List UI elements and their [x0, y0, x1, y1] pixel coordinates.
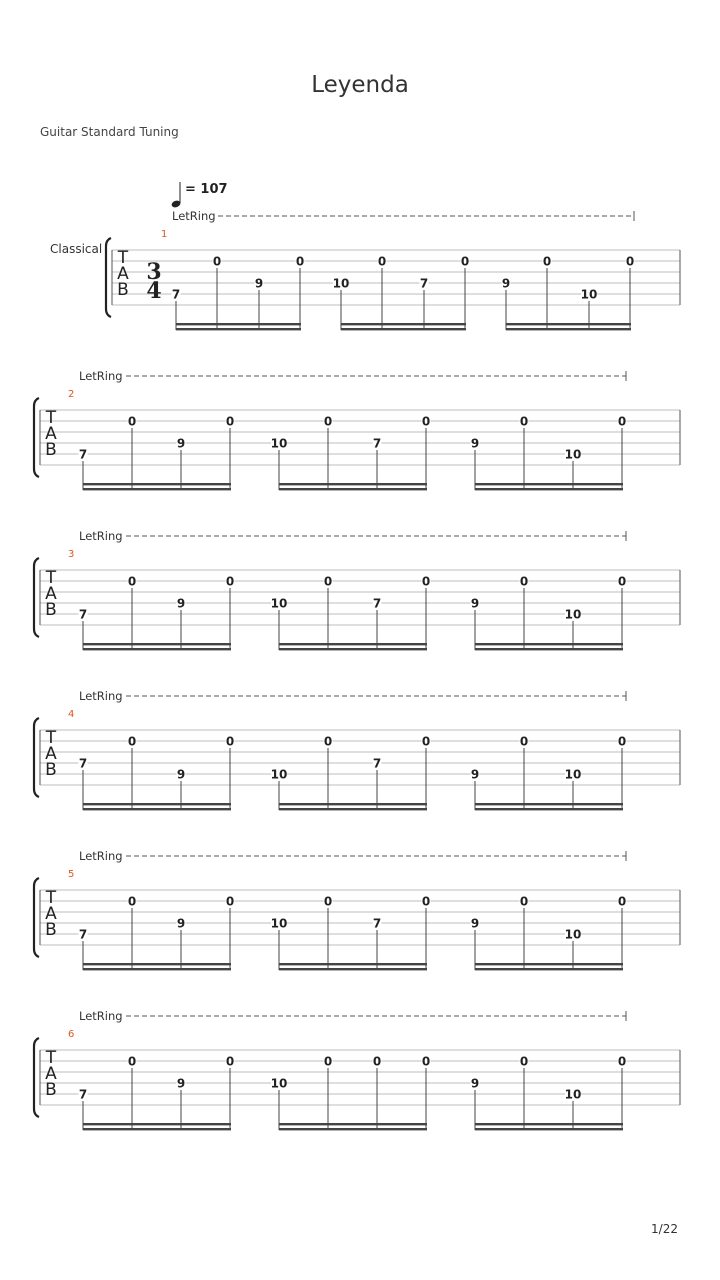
fret-number: 7	[78, 1087, 88, 1102]
fret-number: 0	[519, 574, 529, 589]
system-bracket	[34, 558, 39, 637]
beam	[83, 968, 231, 970]
fret-number: 9	[254, 276, 264, 291]
fret-number: 0	[519, 734, 529, 749]
tab-clef-letter: T	[45, 568, 57, 588]
beam	[83, 643, 231, 645]
beam	[83, 803, 231, 805]
tab-clef-letter: A	[45, 584, 57, 604]
tab-clef-letter: T	[45, 888, 57, 908]
beam	[83, 808, 231, 810]
beam	[279, 968, 427, 970]
fret-number: 9	[470, 596, 480, 611]
tab-clef-letter: T	[45, 408, 57, 428]
fret-number: 0	[519, 1054, 529, 1069]
fret-number: 0	[617, 574, 627, 589]
fret-number: 9	[176, 1076, 186, 1091]
system-bracket	[34, 1038, 39, 1117]
tab-clef-letter: A	[45, 904, 57, 924]
system-bracket	[106, 238, 111, 317]
fret-number: 0	[295, 254, 305, 269]
fret-number: 9	[470, 916, 480, 931]
beam	[279, 963, 427, 965]
beam	[176, 328, 301, 330]
system-bracket	[34, 398, 39, 477]
tab-clef-letter: T	[45, 1048, 57, 1068]
tab-clef-letter: A	[45, 1064, 57, 1084]
fret-number: 7	[78, 447, 88, 462]
fret-number: 0	[225, 414, 235, 429]
fret-number: 0	[212, 254, 222, 269]
beam	[475, 483, 623, 485]
fret-number: 0	[127, 734, 137, 749]
fret-number: 7	[78, 927, 88, 942]
measure-number: 4	[68, 709, 75, 720]
fret-number: 10	[580, 287, 598, 302]
fret-number: 0	[377, 254, 387, 269]
fret-number: 0	[421, 894, 431, 909]
beam	[83, 1123, 231, 1125]
tab-clef-letter: B	[45, 600, 57, 620]
let-ring-label: LetRing	[172, 209, 216, 223]
beam	[475, 803, 623, 805]
measure-number: 2	[68, 389, 75, 400]
beam	[83, 963, 231, 965]
tab-clef-letter: T	[45, 728, 57, 748]
time-signature-top: 3	[146, 259, 162, 285]
let-ring-label: LetRing	[79, 689, 123, 703]
tab-clef-letter: T	[117, 248, 129, 268]
beam	[475, 808, 623, 810]
fret-number: 10	[270, 767, 288, 782]
fret-number: 0	[421, 574, 431, 589]
measure-number: 1	[161, 229, 168, 240]
tab-clef-letter: B	[45, 440, 57, 460]
fret-number: 10	[270, 1076, 288, 1091]
fret-number: 0	[542, 254, 552, 269]
fret-number: 10	[332, 276, 350, 291]
time-signature-bottom: 4	[146, 278, 162, 304]
fret-number: 0	[421, 734, 431, 749]
beam	[475, 963, 623, 965]
fret-number: 0	[225, 574, 235, 589]
measure-number: 3	[68, 549, 75, 560]
beam	[475, 968, 623, 970]
beam	[279, 483, 427, 485]
fret-number: 0	[372, 1054, 382, 1069]
fret-number: 0	[323, 574, 333, 589]
fret-number: 7	[372, 596, 382, 611]
beam	[279, 1128, 427, 1130]
fret-number: 9	[470, 436, 480, 451]
fret-number: 9	[176, 596, 186, 611]
fret-number: 0	[323, 1054, 333, 1069]
beam	[475, 488, 623, 490]
let-ring-label: LetRing	[79, 1009, 123, 1023]
fret-number: 10	[564, 927, 582, 942]
fret-number: 0	[421, 1054, 431, 1069]
beam	[176, 323, 301, 325]
fret-number: 7	[372, 436, 382, 451]
fret-number: 10	[270, 916, 288, 931]
fret-number: 7	[78, 607, 88, 622]
fret-number: 0	[519, 894, 529, 909]
tempo-marking: = 107	[185, 182, 228, 197]
beam	[475, 1128, 623, 1130]
beam	[279, 488, 427, 490]
score-title: Leyenda	[311, 72, 409, 98]
fret-number: 10	[270, 596, 288, 611]
fret-number: 0	[617, 1054, 627, 1069]
fret-number: 7	[171, 287, 181, 302]
beam	[279, 648, 427, 650]
tab-clef-letter: B	[45, 920, 57, 940]
measure-number: 6	[68, 1029, 75, 1040]
fret-number: 9	[176, 916, 186, 931]
beam	[341, 328, 466, 330]
fret-number: 0	[127, 1054, 137, 1069]
fret-number: 0	[625, 254, 635, 269]
beam	[475, 1123, 623, 1125]
tab-clef-letter: A	[117, 264, 129, 284]
fret-number: 0	[127, 574, 137, 589]
tab-clef-letter: B	[45, 760, 57, 780]
fret-number: 0	[127, 414, 137, 429]
fret-number: 7	[372, 756, 382, 771]
instrument-name: Classical	[50, 242, 103, 256]
fret-number: 10	[564, 767, 582, 782]
beam	[506, 323, 631, 325]
beam	[341, 323, 466, 325]
fret-number: 0	[617, 414, 627, 429]
beam	[279, 803, 427, 805]
fret-number: 9	[501, 276, 511, 291]
tab-clef-letter: A	[45, 744, 57, 764]
tab-clef-letter: B	[45, 1080, 57, 1100]
fret-number: 7	[372, 916, 382, 931]
beam	[279, 643, 427, 645]
system-bracket	[34, 878, 39, 957]
let-ring-label: LetRing	[79, 849, 123, 863]
tab-clef-letter: A	[45, 424, 57, 444]
fret-number: 0	[323, 734, 333, 749]
fret-number: 10	[564, 447, 582, 462]
fret-number: 0	[460, 254, 470, 269]
fret-number: 7	[78, 756, 88, 771]
fret-number: 10	[564, 607, 582, 622]
fret-number: 9	[176, 436, 186, 451]
tab-clef-letter: B	[117, 280, 129, 300]
system-bracket	[34, 718, 39, 797]
fret-number: 0	[323, 894, 333, 909]
fret-number: 0	[617, 894, 627, 909]
let-ring-label: LetRing	[79, 369, 123, 383]
fret-number: 0	[225, 1054, 235, 1069]
fret-number: 0	[421, 414, 431, 429]
page-number: 1/22	[651, 1222, 678, 1236]
measure-number: 5	[68, 869, 75, 880]
beam	[475, 643, 623, 645]
beam	[506, 328, 631, 330]
beam	[279, 808, 427, 810]
fret-number: 7	[419, 276, 429, 291]
beam	[83, 648, 231, 650]
fret-number: 9	[470, 767, 480, 782]
fret-number: 0	[617, 734, 627, 749]
beam	[475, 648, 623, 650]
fret-number: 0	[323, 414, 333, 429]
fret-number: 0	[225, 894, 235, 909]
beam	[83, 488, 231, 490]
fret-number: 9	[470, 1076, 480, 1091]
beam	[279, 1123, 427, 1125]
fret-number: 0	[519, 414, 529, 429]
beam	[83, 483, 231, 485]
fret-number: 0	[225, 734, 235, 749]
fret-number: 9	[176, 767, 186, 782]
beam	[83, 1128, 231, 1130]
fret-number: 0	[127, 894, 137, 909]
let-ring-label: LetRing	[79, 529, 123, 543]
fret-number: 10	[564, 1087, 582, 1102]
tuning-label: Guitar Standard Tuning	[40, 125, 179, 139]
fret-number: 10	[270, 436, 288, 451]
